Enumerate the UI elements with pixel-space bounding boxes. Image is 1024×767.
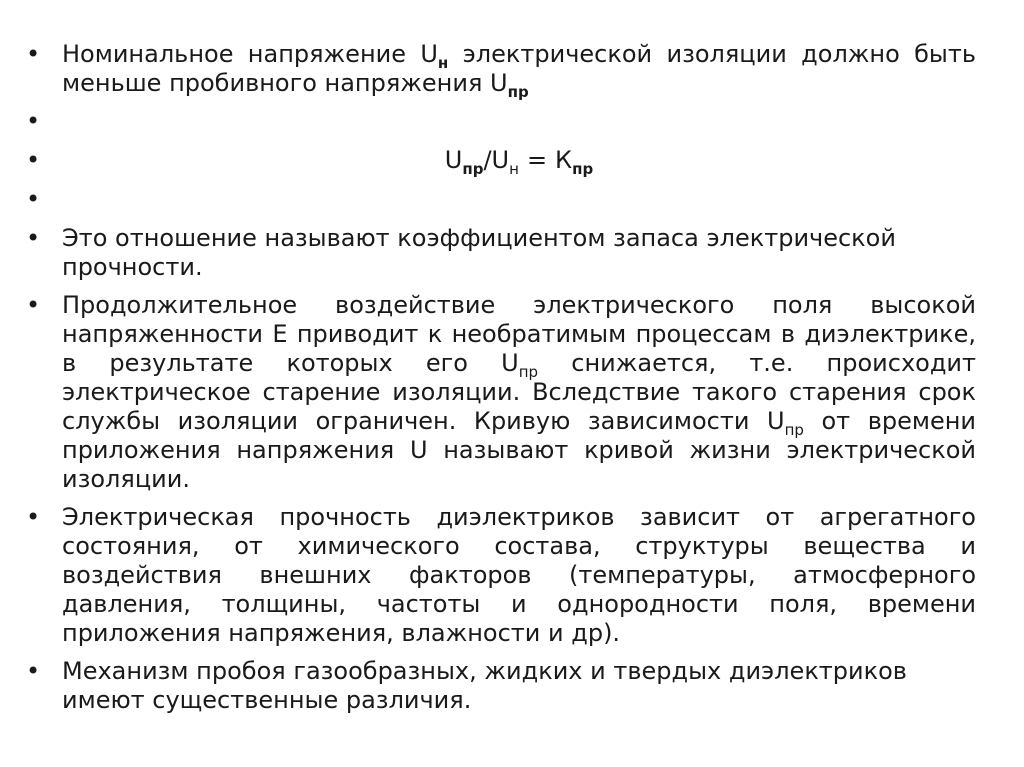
item-text: Механизм пробоя газообразных, жидких и твердых диэлектриков имеют существенные различия. (62, 657, 907, 714)
subscript: пр (518, 363, 539, 381)
bullet-icon: • (26, 146, 41, 174)
bullet-icon: • (26, 107, 41, 135)
bullet-icon: • (26, 40, 41, 68)
subscript: пр (462, 160, 484, 178)
slide-content (26, 40, 976, 724)
item-text: Это отношение называют коэффициентом запаса электрической прочности. (62, 224, 896, 281)
list-item-safety-factor (26, 224, 976, 282)
bullet-icon: • (26, 291, 41, 319)
list-item-breakdown-mechanism (26, 657, 976, 715)
equals-sign: = (526, 146, 548, 174)
formula: $U_{пр}/U_н = К_{пр}$ (444, 146, 594, 178)
item-text: Электрическая прочность диэлектриков зависит от агрегатного состояния, от химического состава, структуры вещества и воздействия внешних факторов (температуры, атмосферного давления, толщины, частоты и однородности поля, времени приложения напряжения, влажности и др). (62, 503, 976, 647)
list-item-aging (26, 291, 976, 494)
list-item-empty (26, 185, 976, 214)
list-item-empty (26, 107, 976, 136)
subscript: пр (572, 160, 594, 178)
bullet-icon: • (26, 657, 41, 685)
subscript: пр (507, 83, 529, 101)
subscript: н (437, 54, 449, 72)
bullet-icon: • (26, 185, 41, 213)
bullet-icon: • (26, 224, 41, 252)
subscript: н (509, 160, 519, 178)
item-text: Продолжительное воздействие электрического поля высокой напряженности Е приводит к необратимым процессам в диэлектрике, в результате которых его $U_{пр}$ снижается, т.е. происходит электрическое старение изоляции. Вследствие такого старения срок службы изоляции ограничен. Кривую зависимости $U_{пр}$ от времени приложения напряжения U называют кривой жизни электрической изоляции. (62, 291, 976, 493)
bullet-list (26, 40, 976, 715)
item-text: Номинальное напряжение $U_н$ электрической изоляции должно быть меньше пробивного напряжения $U_{пр}$ (62, 40, 977, 101)
list-item-formula (26, 146, 976, 178)
list-item-rated-voltage (26, 40, 977, 101)
bullet-icon: • (26, 503, 41, 531)
list-item-dielectric-strength (26, 503, 976, 648)
subscript: пр (784, 421, 804, 439)
